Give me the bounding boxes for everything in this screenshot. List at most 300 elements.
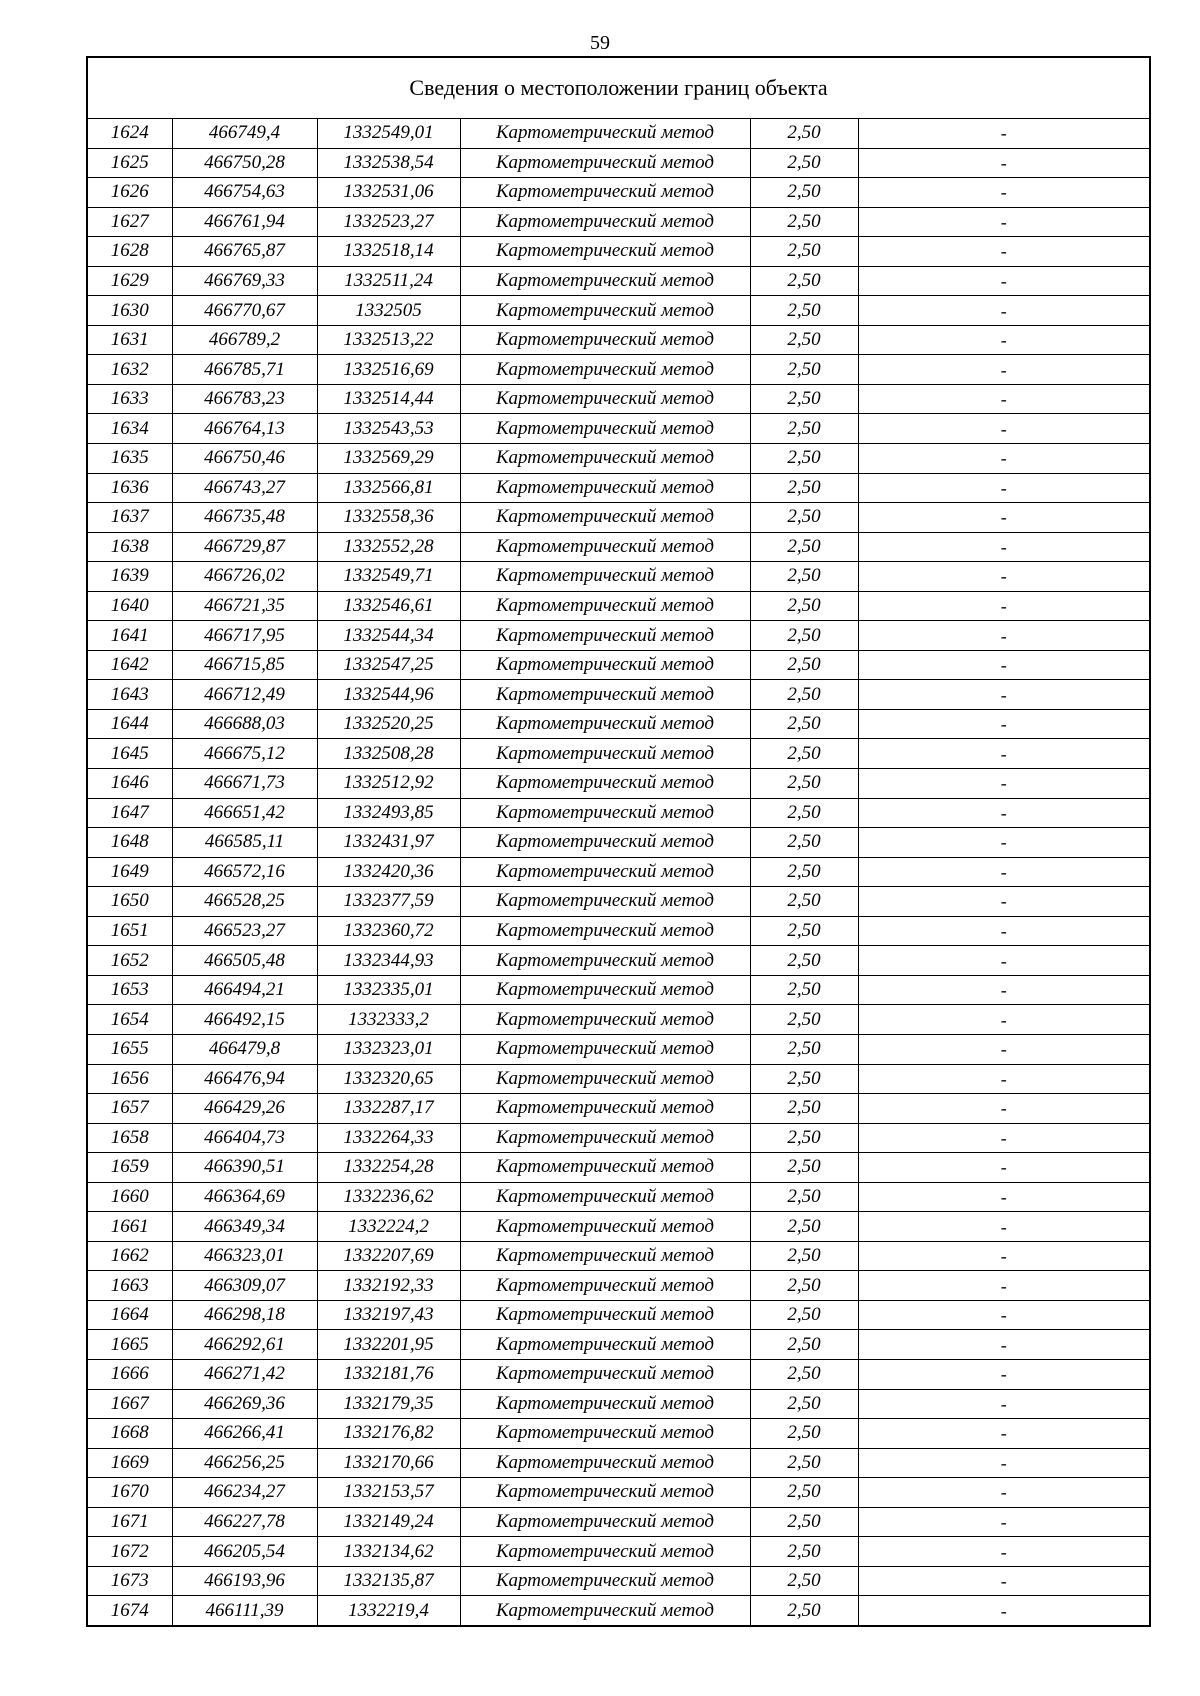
x-coordinate-cell: 466193,96 (172, 1566, 317, 1596)
x-coordinate-cell: 466750,28 (172, 148, 317, 178)
note-cell: - (858, 1182, 1150, 1212)
table-row (87, 414, 1150, 444)
x-coordinate-cell: 466492,15 (172, 1005, 317, 1035)
note-cell: - (858, 355, 1150, 385)
table-row (87, 1182, 1150, 1212)
table-row (87, 591, 1150, 621)
note-cell: - (858, 1123, 1150, 1153)
y-coordinate-cell: 1332181,76 (317, 1359, 460, 1389)
method-cell: Картометрический метод (460, 709, 750, 739)
x-coordinate-cell: 466227,78 (172, 1507, 317, 1537)
method-cell: Картометрический метод (460, 119, 750, 149)
method-cell: Картометрический метод (460, 1212, 750, 1242)
precision-cell: 2,50 (750, 887, 858, 917)
precision-cell: 2,50 (750, 1241, 858, 1271)
point-number-cell: 1646 (87, 769, 172, 799)
table-row (87, 1271, 1150, 1301)
method-cell: Картометрический метод (460, 1005, 750, 1035)
method-cell: Картометрический метод (460, 621, 750, 651)
note-cell: - (858, 1389, 1150, 1419)
note-cell: - (858, 1094, 1150, 1124)
note-cell: - (858, 1419, 1150, 1449)
y-coordinate-cell: 1332544,34 (317, 621, 460, 651)
point-number-cell: 1665 (87, 1330, 172, 1360)
point-number-cell: 1633 (87, 384, 172, 414)
precision-cell: 2,50 (750, 414, 858, 444)
note-cell: - (858, 650, 1150, 680)
x-coordinate-cell: 466761,94 (172, 207, 317, 237)
x-coordinate-cell: 466309,07 (172, 1271, 317, 1301)
point-number-cell: 1652 (87, 946, 172, 976)
precision-cell: 2,50 (750, 1448, 858, 1478)
note-cell: - (858, 739, 1150, 769)
point-number-cell: 1659 (87, 1153, 172, 1183)
y-coordinate-cell: 1332360,72 (317, 916, 460, 946)
note-cell: - (858, 946, 1150, 976)
point-number-cell: 1648 (87, 828, 172, 858)
y-coordinate-cell: 1332153,57 (317, 1478, 460, 1508)
x-coordinate-cell: 466404,73 (172, 1123, 317, 1153)
table-row (87, 296, 1150, 326)
y-coordinate-cell: 1332333,2 (317, 1005, 460, 1035)
x-coordinate-cell: 466505,48 (172, 946, 317, 976)
method-cell: Картометрический метод (460, 1034, 750, 1064)
y-coordinate-cell: 1332287,17 (317, 1094, 460, 1124)
point-number-cell: 1645 (87, 739, 172, 769)
point-number-cell: 1636 (87, 473, 172, 503)
y-coordinate-cell: 1332508,28 (317, 739, 460, 769)
method-cell: Картометрический метод (460, 798, 750, 828)
method-cell: Картометрический метод (460, 207, 750, 237)
y-coordinate-cell: 1332254,28 (317, 1153, 460, 1183)
method-cell: Картометрический метод (460, 355, 750, 385)
table-row (87, 473, 1150, 503)
x-coordinate-cell: 466390,51 (172, 1153, 317, 1183)
table-row (87, 1094, 1150, 1124)
table-row (87, 503, 1150, 533)
point-number-cell: 1624 (87, 119, 172, 149)
note-cell: - (858, 237, 1150, 267)
y-coordinate-cell: 1332514,44 (317, 384, 460, 414)
x-coordinate-cell: 466479,8 (172, 1034, 317, 1064)
x-coordinate-cell: 466729,87 (172, 532, 317, 562)
y-coordinate-cell: 1332569,29 (317, 444, 460, 474)
note-cell: - (858, 266, 1150, 296)
x-coordinate-cell: 466349,34 (172, 1212, 317, 1242)
table-row (87, 266, 1150, 296)
precision-cell: 2,50 (750, 828, 858, 858)
table-row (87, 769, 1150, 799)
y-coordinate-cell: 1332219,4 (317, 1596, 460, 1626)
y-coordinate-cell: 1332546,61 (317, 591, 460, 621)
note-cell: - (858, 1478, 1150, 1508)
x-coordinate-cell: 466271,42 (172, 1359, 317, 1389)
y-coordinate-cell: 1332320,65 (317, 1064, 460, 1094)
y-coordinate-cell: 1332552,28 (317, 532, 460, 562)
precision-cell: 2,50 (750, 473, 858, 503)
table-row (87, 1123, 1150, 1153)
table-row (87, 680, 1150, 710)
y-coordinate-cell: 1332549,71 (317, 562, 460, 592)
point-number-cell: 1672 (87, 1537, 172, 1567)
table-row (87, 709, 1150, 739)
x-coordinate-cell: 466764,13 (172, 414, 317, 444)
precision-cell: 2,50 (750, 975, 858, 1005)
method-cell: Картометрический метод (460, 916, 750, 946)
precision-cell: 2,50 (750, 1123, 858, 1153)
point-number-cell: 1670 (87, 1478, 172, 1508)
x-coordinate-cell: 466671,73 (172, 769, 317, 799)
table-row (87, 1448, 1150, 1478)
y-coordinate-cell: 1332197,43 (317, 1300, 460, 1330)
y-coordinate-cell: 1332516,69 (317, 355, 460, 385)
method-cell: Картометрический метод (460, 414, 750, 444)
method-cell: Картометрический метод (460, 828, 750, 858)
method-cell: Картометрический метод (460, 1419, 750, 1449)
y-coordinate-cell: 1332543,53 (317, 414, 460, 444)
precision-cell: 2,50 (750, 650, 858, 680)
x-coordinate-cell: 466770,67 (172, 296, 317, 326)
precision-cell: 2,50 (750, 1330, 858, 1360)
note-cell: - (858, 1537, 1150, 1567)
method-cell: Картометрический метод (460, 503, 750, 533)
note-cell: - (858, 1448, 1150, 1478)
precision-cell: 2,50 (750, 237, 858, 267)
precision-cell: 2,50 (750, 503, 858, 533)
y-coordinate-cell: 1332224,2 (317, 1212, 460, 1242)
precision-cell: 2,50 (750, 1094, 858, 1124)
point-number-cell: 1629 (87, 266, 172, 296)
x-coordinate-cell: 466651,42 (172, 798, 317, 828)
table-row (87, 1537, 1150, 1567)
x-coordinate-cell: 466111,39 (172, 1596, 317, 1626)
table-row (87, 1005, 1150, 1035)
precision-cell: 2,50 (750, 1419, 858, 1449)
x-coordinate-cell: 466675,12 (172, 739, 317, 769)
method-cell: Картометрический метод (460, 1064, 750, 1094)
precision-cell: 2,50 (750, 178, 858, 208)
precision-cell: 2,50 (750, 1034, 858, 1064)
method-cell: Картометрический метод (460, 266, 750, 296)
note-cell: - (858, 680, 1150, 710)
precision-cell: 2,50 (750, 916, 858, 946)
method-cell: Картометрический метод (460, 384, 750, 414)
point-number-cell: 1630 (87, 296, 172, 326)
table-row (87, 650, 1150, 680)
x-coordinate-cell: 466717,95 (172, 621, 317, 651)
precision-cell: 2,50 (750, 562, 858, 592)
method-cell: Картометрический метод (460, 680, 750, 710)
table-row (87, 178, 1150, 208)
precision-cell: 2,50 (750, 1596, 858, 1626)
table-row (87, 1389, 1150, 1419)
point-number-cell: 1628 (87, 237, 172, 267)
x-coordinate-cell: 466494,21 (172, 975, 317, 1005)
note-cell: - (858, 798, 1150, 828)
precision-cell: 2,50 (750, 325, 858, 355)
x-coordinate-cell: 466266,41 (172, 1419, 317, 1449)
note-cell: - (858, 591, 1150, 621)
note-cell: - (858, 444, 1150, 474)
note-cell: - (858, 473, 1150, 503)
note-cell: - (858, 1330, 1150, 1360)
method-cell: Картометрический метод (460, 1241, 750, 1271)
precision-cell: 2,50 (750, 444, 858, 474)
point-number-cell: 1638 (87, 532, 172, 562)
x-coordinate-cell: 466712,49 (172, 680, 317, 710)
method-cell: Картометрический метод (460, 473, 750, 503)
note-cell: - (858, 325, 1150, 355)
table-row (87, 1478, 1150, 1508)
note-cell: - (858, 1005, 1150, 1035)
method-cell: Картометрический метод (460, 1507, 750, 1537)
precision-cell: 2,50 (750, 1182, 858, 1212)
precision-cell: 2,50 (750, 1005, 858, 1035)
table-row (87, 562, 1150, 592)
note-cell: - (858, 1034, 1150, 1064)
table-row (87, 916, 1150, 946)
table-row (87, 1064, 1150, 1094)
precision-cell: 2,50 (750, 1507, 858, 1537)
table-row (87, 444, 1150, 474)
x-coordinate-cell: 466323,01 (172, 1241, 317, 1271)
method-cell: Картометрический метод (460, 1094, 750, 1124)
x-coordinate-cell: 466750,46 (172, 444, 317, 474)
point-number-cell: 1658 (87, 1123, 172, 1153)
note-cell: - (858, 828, 1150, 858)
y-coordinate-cell: 1332420,36 (317, 857, 460, 887)
note-cell: - (858, 975, 1150, 1005)
y-coordinate-cell: 1332493,85 (317, 798, 460, 828)
y-coordinate-cell: 1332544,96 (317, 680, 460, 710)
note-cell: - (858, 207, 1150, 237)
method-cell: Картометрический метод (460, 1153, 750, 1183)
x-coordinate-cell: 466269,36 (172, 1389, 317, 1419)
precision-cell: 2,50 (750, 384, 858, 414)
precision-cell: 2,50 (750, 148, 858, 178)
point-number-cell: 1660 (87, 1182, 172, 1212)
method-cell: Картометрический метод (460, 325, 750, 355)
point-number-cell: 1637 (87, 503, 172, 533)
page-number: 59 (590, 32, 610, 54)
method-cell: Картометрический метод (460, 296, 750, 326)
method-cell: Картометрический метод (460, 1359, 750, 1389)
y-coordinate-cell: 1332335,01 (317, 975, 460, 1005)
precision-cell: 2,50 (750, 1566, 858, 1596)
method-cell: Картометрический метод (460, 1537, 750, 1567)
note-cell: - (858, 119, 1150, 149)
note-cell: - (858, 384, 1150, 414)
note-cell: - (858, 148, 1150, 178)
y-coordinate-cell: 1332523,27 (317, 207, 460, 237)
method-cell: Картометрический метод (460, 1271, 750, 1301)
y-coordinate-cell: 1332538,54 (317, 148, 460, 178)
y-coordinate-cell: 1332518,14 (317, 237, 460, 267)
y-coordinate-cell: 1332135,87 (317, 1566, 460, 1596)
table-row (87, 1507, 1150, 1537)
point-number-cell: 1649 (87, 857, 172, 887)
y-coordinate-cell: 1332505 (317, 296, 460, 326)
point-number-cell: 1643 (87, 680, 172, 710)
table-row (87, 1153, 1150, 1183)
method-cell: Картометрический метод (460, 887, 750, 917)
x-coordinate-cell: 466726,02 (172, 562, 317, 592)
method-cell: Картометрический метод (460, 1182, 750, 1212)
precision-cell: 2,50 (750, 266, 858, 296)
note-cell: - (858, 1596, 1150, 1626)
point-number-cell: 1653 (87, 975, 172, 1005)
point-number-cell: 1644 (87, 709, 172, 739)
table-row (87, 975, 1150, 1005)
y-coordinate-cell: 1332513,22 (317, 325, 460, 355)
precision-cell: 2,50 (750, 591, 858, 621)
y-coordinate-cell: 1332201,95 (317, 1330, 460, 1360)
method-cell: Картометрический метод (460, 1478, 750, 1508)
precision-cell: 2,50 (750, 680, 858, 710)
y-coordinate-cell: 1332566,81 (317, 473, 460, 503)
note-cell: - (858, 1300, 1150, 1330)
table-row (87, 1241, 1150, 1271)
note-cell: - (858, 1566, 1150, 1596)
precision-cell: 2,50 (750, 207, 858, 237)
y-coordinate-cell: 1332511,24 (317, 266, 460, 296)
method-cell: Картометрический метод (460, 148, 750, 178)
y-coordinate-cell: 1332531,06 (317, 178, 460, 208)
x-coordinate-cell: 466721,35 (172, 591, 317, 621)
point-number-cell: 1662 (87, 1241, 172, 1271)
x-coordinate-cell: 466476,94 (172, 1064, 317, 1094)
precision-cell: 2,50 (750, 1359, 858, 1389)
table-row (87, 798, 1150, 828)
method-cell: Картометрический метод (460, 975, 750, 1005)
x-coordinate-cell: 466292,61 (172, 1330, 317, 1360)
x-coordinate-cell: 466256,25 (172, 1448, 317, 1478)
point-number-cell: 1626 (87, 178, 172, 208)
table-row (87, 1330, 1150, 1360)
method-cell: Картометрический метод (460, 857, 750, 887)
point-number-cell: 1627 (87, 207, 172, 237)
method-cell: Картометрический метод (460, 1448, 750, 1478)
table-row (87, 1596, 1150, 1626)
note-cell: - (858, 1153, 1150, 1183)
x-coordinate-cell: 466429,26 (172, 1094, 317, 1124)
y-coordinate-cell: 1332431,97 (317, 828, 460, 858)
y-coordinate-cell: 1332377,59 (317, 887, 460, 917)
y-coordinate-cell: 1332170,66 (317, 1448, 460, 1478)
point-number-cell: 1668 (87, 1419, 172, 1449)
point-number-cell: 1656 (87, 1064, 172, 1094)
note-cell: - (858, 621, 1150, 651)
point-number-cell: 1666 (87, 1359, 172, 1389)
x-coordinate-cell: 466572,16 (172, 857, 317, 887)
point-number-cell: 1651 (87, 916, 172, 946)
precision-cell: 2,50 (750, 946, 858, 976)
point-number-cell: 1631 (87, 325, 172, 355)
precision-cell: 2,50 (750, 709, 858, 739)
x-coordinate-cell: 466789,2 (172, 325, 317, 355)
x-coordinate-cell: 466528,25 (172, 887, 317, 917)
note-cell: - (858, 562, 1150, 592)
y-coordinate-cell: 1332520,25 (317, 709, 460, 739)
note-cell: - (858, 1359, 1150, 1389)
point-number-cell: 1647 (87, 798, 172, 828)
method-cell: Картометрический метод (460, 769, 750, 799)
method-cell: Картометрический метод (460, 1596, 750, 1626)
point-number-cell: 1669 (87, 1448, 172, 1478)
table-row (87, 532, 1150, 562)
table-row (87, 355, 1150, 385)
precision-cell: 2,50 (750, 532, 858, 562)
y-coordinate-cell: 1332323,01 (317, 1034, 460, 1064)
note-cell: - (858, 769, 1150, 799)
x-coordinate-cell: 466769,33 (172, 266, 317, 296)
method-cell: Картометрический метод (460, 591, 750, 621)
x-coordinate-cell: 466749,4 (172, 119, 317, 149)
boundary-coordinates-table (86, 56, 1151, 1627)
precision-cell: 2,50 (750, 739, 858, 769)
point-number-cell: 1635 (87, 444, 172, 474)
x-coordinate-cell: 466765,87 (172, 237, 317, 267)
table-row (87, 739, 1150, 769)
table-row (87, 887, 1150, 917)
x-coordinate-cell: 466785,71 (172, 355, 317, 385)
point-number-cell: 1634 (87, 414, 172, 444)
table-row (87, 828, 1150, 858)
precision-cell: 2,50 (750, 769, 858, 799)
method-cell: Картометрический метод (460, 650, 750, 680)
x-coordinate-cell: 466715,85 (172, 650, 317, 680)
table-row (87, 148, 1150, 178)
point-number-cell: 1674 (87, 1596, 172, 1626)
y-coordinate-cell: 1332207,69 (317, 1241, 460, 1271)
x-coordinate-cell: 466205,54 (172, 1537, 317, 1567)
x-coordinate-cell: 466688,03 (172, 709, 317, 739)
point-number-cell: 1640 (87, 591, 172, 621)
note-cell: - (858, 1064, 1150, 1094)
note-cell: - (858, 1271, 1150, 1301)
method-cell: Картометрический метод (460, 237, 750, 267)
x-coordinate-cell: 466743,27 (172, 473, 317, 503)
precision-cell: 2,50 (750, 798, 858, 828)
point-number-cell: 1671 (87, 1507, 172, 1537)
x-coordinate-cell: 466754,63 (172, 178, 317, 208)
precision-cell: 2,50 (750, 1478, 858, 1508)
note-cell: - (858, 1507, 1150, 1537)
precision-cell: 2,50 (750, 1389, 858, 1419)
x-coordinate-cell: 466523,27 (172, 916, 317, 946)
point-number-cell: 1625 (87, 148, 172, 178)
method-cell: Картометрический метод (460, 532, 750, 562)
point-number-cell: 1657 (87, 1094, 172, 1124)
point-number-cell: 1650 (87, 887, 172, 917)
precision-cell: 2,50 (750, 1064, 858, 1094)
point-number-cell: 1639 (87, 562, 172, 592)
method-cell: Картометрический метод (460, 1566, 750, 1596)
point-number-cell: 1673 (87, 1566, 172, 1596)
note-cell: - (858, 857, 1150, 887)
y-coordinate-cell: 1332512,92 (317, 769, 460, 799)
point-number-cell: 1663 (87, 1271, 172, 1301)
method-cell: Картометрический метод (460, 444, 750, 474)
table-row (87, 621, 1150, 651)
x-coordinate-cell: 466364,69 (172, 1182, 317, 1212)
table-row (87, 237, 1150, 267)
precision-cell: 2,50 (750, 1153, 858, 1183)
table-row (87, 1300, 1150, 1330)
precision-cell: 2,50 (750, 355, 858, 385)
y-coordinate-cell: 1332179,35 (317, 1389, 460, 1419)
y-coordinate-cell: 1332549,01 (317, 119, 460, 149)
